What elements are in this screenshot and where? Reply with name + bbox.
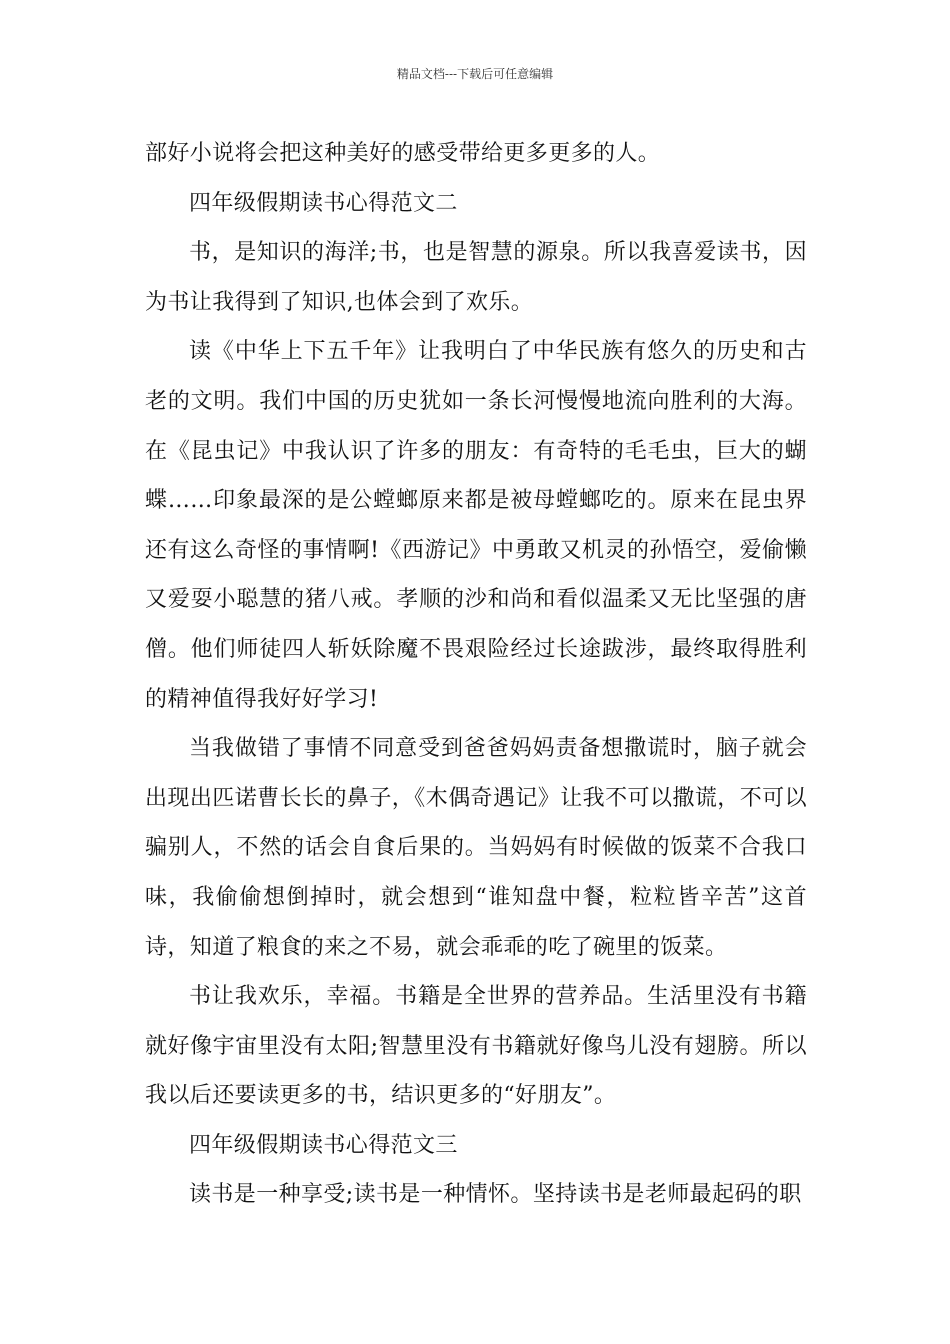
paragraph: 书让我欢乐，幸福。书籍是全世界的营养品。生活里没有书籍就好像宇宙里没有太阳;智慧里没有书籍就好像鸟儿没有翅膀。所以我以后还要读更多的书，结识更多的“好朋友”。 bbox=[145, 984, 807, 1109]
paragraph: 当我做错了事情不同意受到爸爸妈妈责备想撒谎时，脑子就会出现出匹诺曹长长的鼻子，《木偶奇遇记》让我不可以撒谎，不可以骗别人，不然的话会自食后果的。当妈妈有时候做的饭菜不合我口味，我偷偷想倒掉时，就会想到“谁知盘中餐，粒粒皆辛苦”这首诗，知道了粮食的来之不易，就会乖乖的吃了碗里的饭菜。 bbox=[145, 736, 807, 960]
section-heading: 四年级假期读书心得范文二 bbox=[189, 190, 458, 216]
paragraph: 书，是知识的海洋;书，也是智慧的源泉。所以我喜爱读书，因为书让我得到了知识,也体会到了欢乐。 bbox=[145, 240, 807, 315]
section-heading: 四年级假期读书心得范文三 bbox=[189, 1132, 458, 1158]
page-header: 精品文档---下载后可任意编辑 bbox=[396, 67, 554, 81]
paragraph: 读书是一种享受;读书是一种情怀。坚持读书是老师最起码的职 bbox=[189, 1182, 802, 1208]
document-body bbox=[145, 129, 807, 1220]
paragraph-continuation: 部好小说将会把这种美好的感受带给更多更多的人。 bbox=[145, 141, 661, 166]
paragraph: 读《中华上下五千年》让我明白了中华民族有悠久的历史和古老的文明。我们中国的历史犹如一条长河慢慢地流向胜利的大海。在《昆虫记》中我认识了许多的朋友：有奇特的毛毛虫，巨大的蝴蝶……印象最深的是公螳螂原来都是被母螳螂吃的。原来在昆虫界还有这么奇怪的事情啊!《西游记》中勇敢又机灵的孙悟空，爱偷懒又爱耍小聪慧的猪八戒。孝顺的沙和尚和看似温柔又无比坚强的唐僧。他们师徒四人斩妖除魔不畏艰险经过长途跋涉，最终取得胜利的精神值得我好好学习! bbox=[145, 339, 807, 712]
